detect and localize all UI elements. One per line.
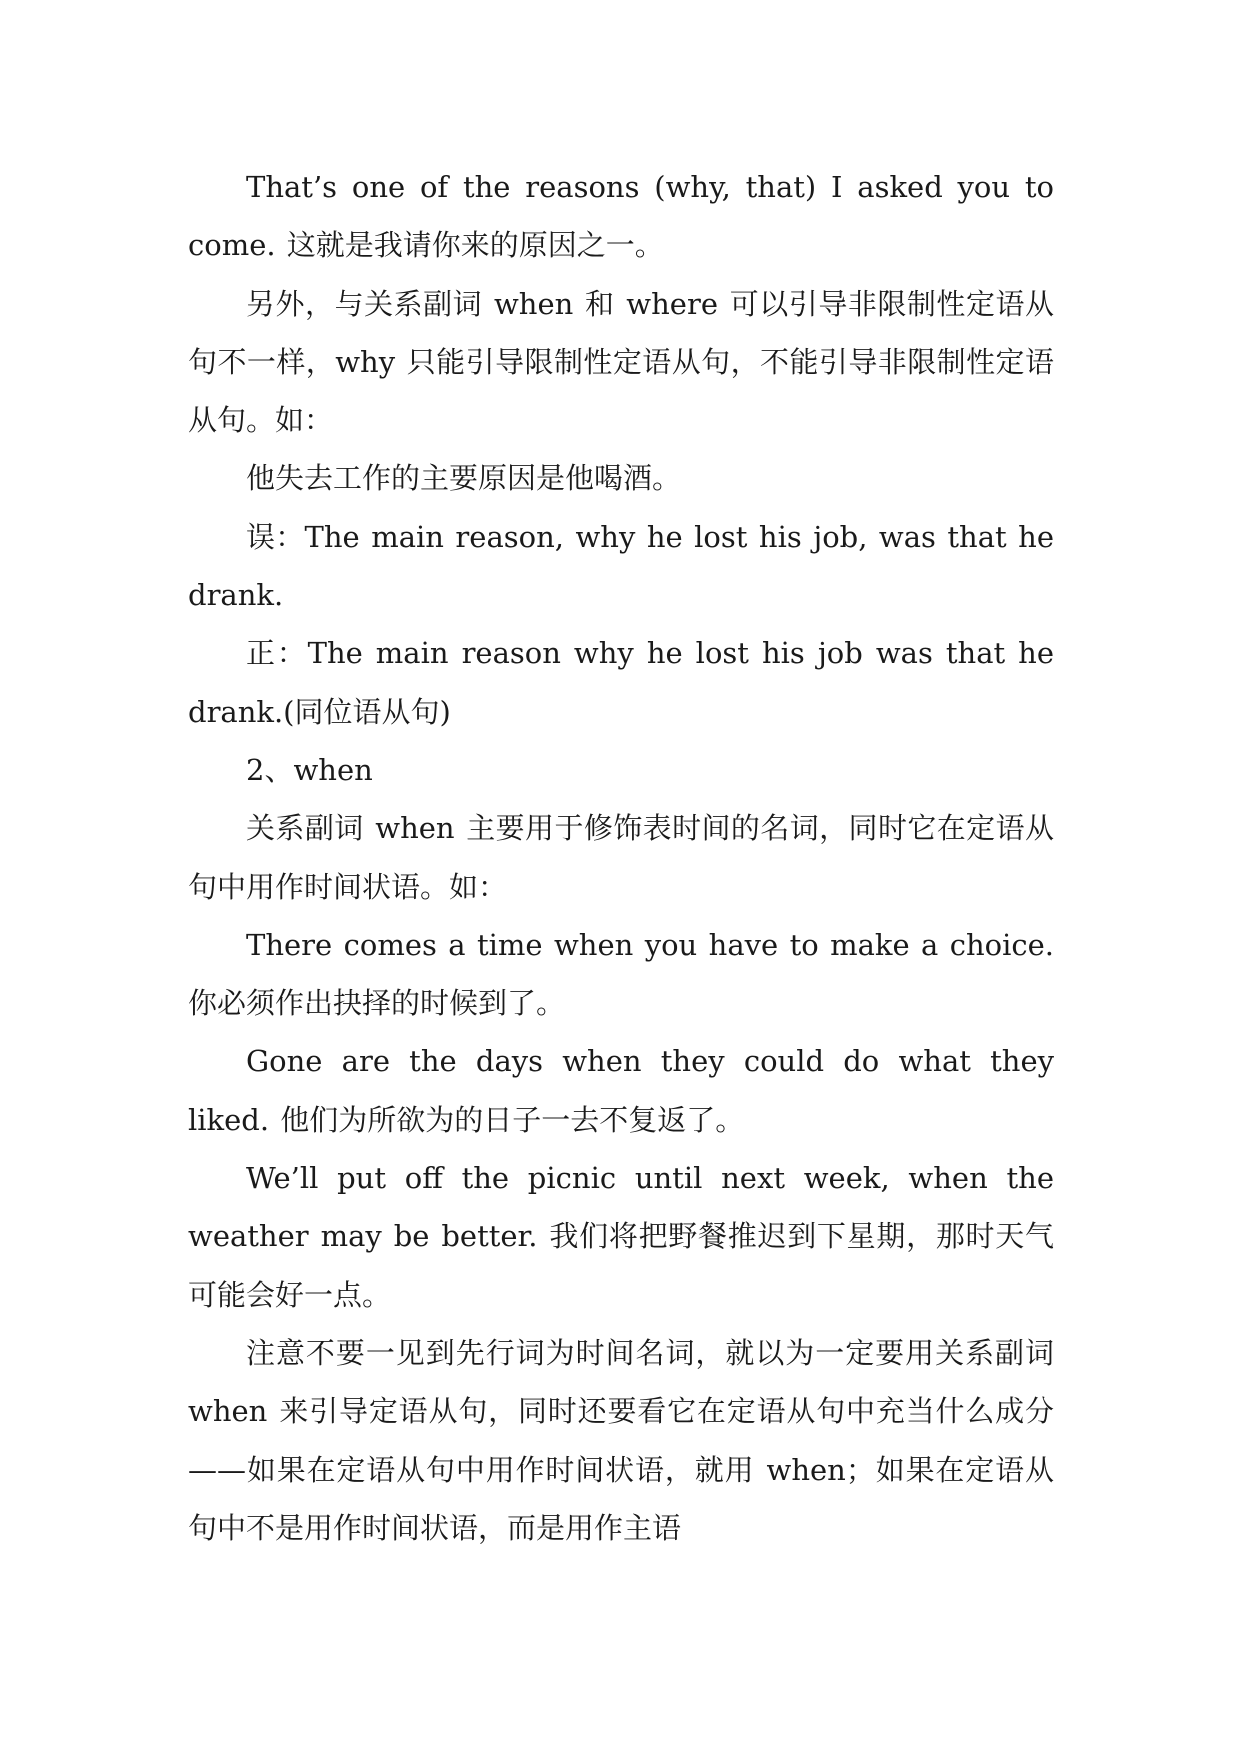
paragraph-caution-note: 注意不要一见到先行词为时间名词，就以为一定要用关系副词 when 来引导定语从句，同时还要看它在定语从句中充当什么成分——如果在定语从句中用作时间状语，就用 when；如果在定语从句中不是用作时间状语，而是用作主语 — [188, 1335, 1054, 1545]
document-body — [188, 158, 1054, 1557]
paragraph-correct-example: 正：The main reason why he lost his job was that he drank.(同位语从句) — [188, 636, 1054, 729]
paragraph-why-restrictive-note: 另外，与关系副词 when 和 where 可以引导非限制性定语从句不一样，why 只能引导限制性定语从句，不能引导非限制性定语从句。如： — [188, 286, 1054, 438]
paragraph-gone-days-example: Gone are the days when they could do what they liked. 他们为所欲为的日子一去不复返了。 — [188, 1044, 1054, 1137]
paragraph-chinese-example: 他失去工作的主要原因是他喝酒。 — [246, 461, 682, 496]
paragraph-choice-example: There comes a time when you have to make a choice. 你必须作出抉择的时候到了。 — [188, 927, 1054, 1021]
paragraph-picnic-example: We’ll put off the picnic until next week, when the weather may be better. 我们将把野餐推迟到下星期，那时天气可能会好一点。 — [188, 1161, 1054, 1312]
section-heading-when: 2、when — [246, 752, 373, 787]
paragraph-wrong-example: 误：The main reason, why he lost his job, was that he drank. — [188, 519, 1054, 613]
paragraph-reasons-example: That’s one of the reasons (why, that) I asked you to come. 这就是我请你来的原因之一。 — [188, 170, 1054, 263]
paragraph-when-usage: 关系副词 when 主要用于修饰表时间的名词，同时它在定语从句中用作时间状语。如： — [188, 811, 1054, 904]
